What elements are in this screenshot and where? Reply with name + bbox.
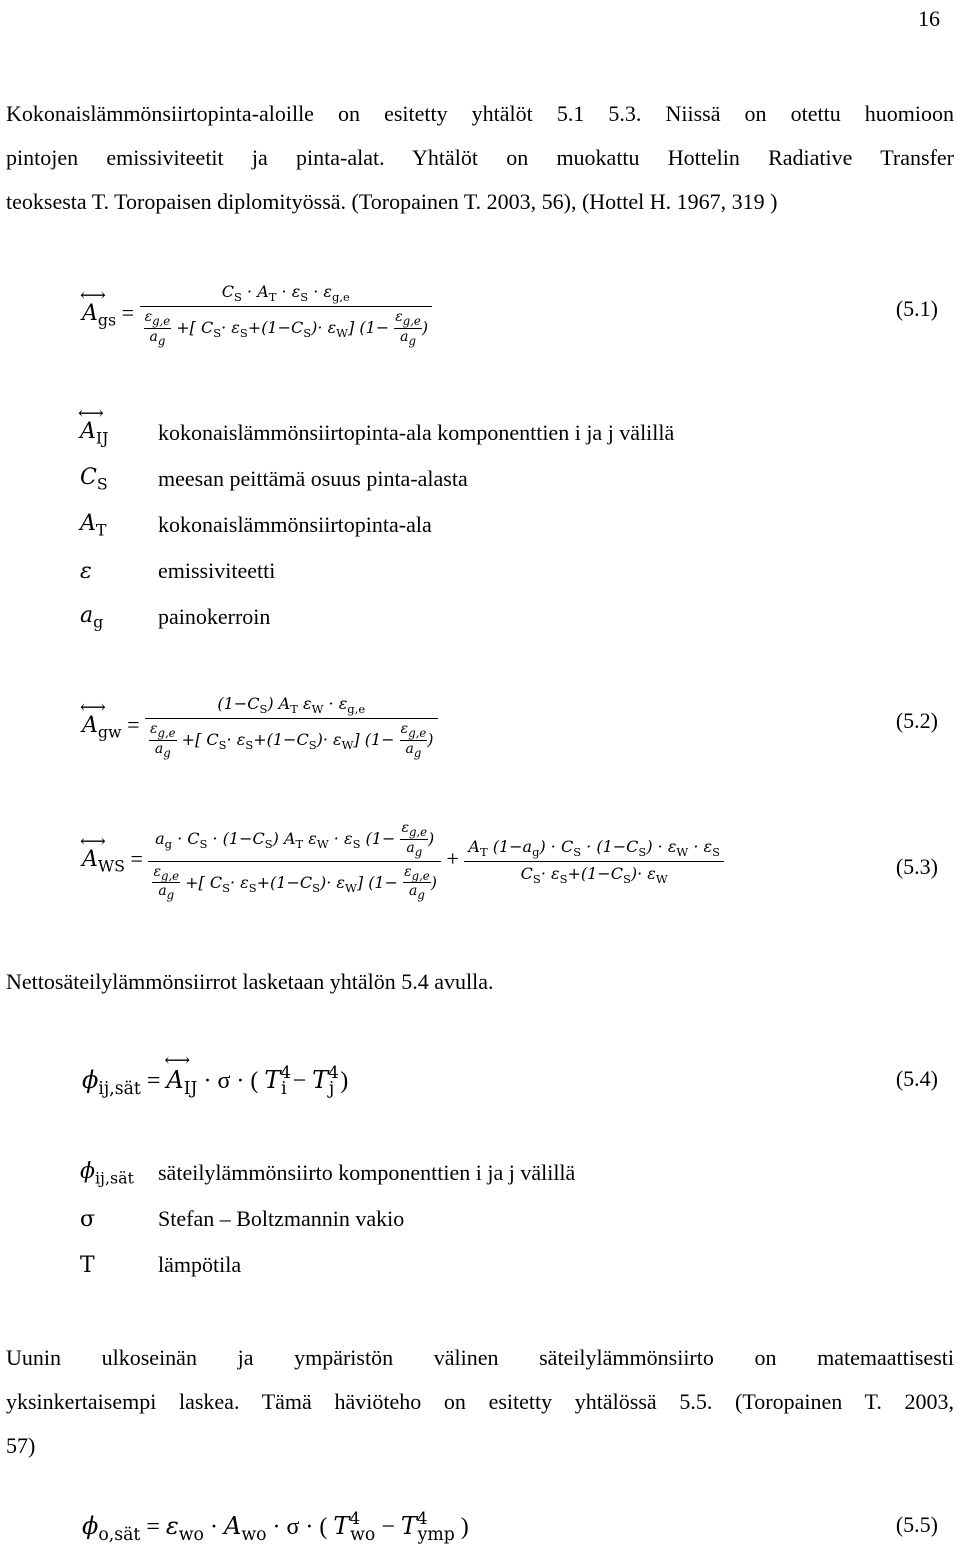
definition-row: $C_S$ meesan peittämä osuus pinta-alasta (80, 464, 468, 494)
intro-line-2: pintojen emissiviteetit ja pinta-alat. Yhtälöt on muokattu Hottelin Radiative Transfer (6, 145, 954, 170)
definition-row: $a_g$ painokerroin (80, 602, 271, 632)
equation-number-5-3: (5.3) (895, 854, 938, 879)
outro-line-2: yksinkertaisempi laskea. Tämä häviöteho on esitetty yhtälössä 5.5. (Toropainen T. 2003, (6, 1389, 954, 1414)
netto-text: Nettosäteilylämmönsiirrot lasketaan yhtälön 5.4 avulla. (6, 969, 494, 994)
intro-paragraph (6, 92, 954, 224)
equation-5-3: ⟷ $A_{WS}$ = $a_g \cdot C_S \cdot (1-C_S)$ $A_T$ $\varepsilon_W \cdot \varepsilon_S$ (1− $\frac{\varepsilon_{g,e}}{a_g}$ ) $\frac{\varepsilon_{g,e}}{a_g}$ +[ $C_S\cdot \varepsilon_S+(1-C_S)\cdot \varepsilon_W$] (1− $\frac{\varepsilon_{g,e}}{a_g}$ ) + $\frac{A_T (1-a_g) \cdot C_S \cdot (1-C_S) \cdot \varepsilon_W \cdot \varepsilon_S}{C_S\cdot \varepsilon_S+(1-C_S)\cdot \varepsilon_W}$ (82, 820, 942, 902)
definitions-list-2 (80, 1150, 575, 1288)
equation-number-5-5: (5.5) (895, 1512, 938, 1537)
definition-row: ⟷ $A_{IJ}$ kokonaislämmönsiirtopinta-ala komponenttien i ja j välillä (80, 410, 674, 456)
intro-line-1: Kokonaislämmönsiirtopinta-aloille on esitetty yhtälöt 5.1 5.3. Niissä on otettu huomioon (6, 101, 954, 126)
equation-number-5-1: (5.1) (895, 296, 938, 321)
definition-row: T lämpötila (80, 1252, 242, 1278)
outro-line-1: Uunin ulkoseinän ja ympäristön välinen säteilylämmönsiirto on matemaattisesti (6, 1345, 954, 1370)
definition-row: σ Stefan – Boltzmannin vakio (80, 1206, 405, 1232)
definition-row: $A_T$ kokonaislämmönsiirtopinta-ala (80, 510, 432, 540)
outro-line-3: 57) (6, 1433, 36, 1458)
equation-5-4: $\phi_{ij,sät}$ = ⟷ $A_{IJ} \cdot \sigma$ · ( $T^4_i - T^4_j$ ) (82, 1062, 942, 1099)
equation-5-2: ⟷ $A_{gw}$ = $(1-C_S)$ $A_T$ $\varepsilon_W \cdot \varepsilon_{g,e}$ $\frac{\varepsilon_{g,e}}{a_g}$ +[ $C_S\cdot \varepsilon_S+(1-C_S)\cdot \varepsilon_W$] (1− $\frac{\varepsilon_{g,e}}{a_g}$ ) (82, 694, 942, 760)
equation-number-5-2: (5.2) (895, 708, 938, 733)
intro-line-3: teoksesta T. Toropaisen diplomityössä. (Toropainen T. 2003, 56), (Hottel H. 1967, 319 ) (6, 189, 778, 214)
page-number: 16 (918, 6, 940, 31)
equation-5-1: ⟷ $A_{gs}$ = $C_S \cdot A_T \cdot \varepsilon_S \cdot \varepsilon_{g,e}$ $\frac{\varepsilon_{g,e}}{a_g}$ +[ $C_S\cdot \varepsilon_S+(1-C_S)\cdot \varepsilon_W$] (1− $\frac{\varepsilon_{g,e}}{a_g}$ ) (82, 282, 942, 348)
definitions-list-1 (80, 410, 674, 640)
definition-row: $\phi_{ij,sät}$ säteilylämmönsiirto komponenttien i ja j välillä (80, 1158, 576, 1188)
outro-paragraph (6, 1336, 954, 1468)
definition-row: ε emissiviteetti (80, 558, 276, 584)
equation-5-5: $\phi_{o,sät} = \varepsilon_{wo} \cdot A_{wo} \cdot \sigma$ · ( $T^4_{wo} - T^4_{ymp}$ ) (82, 1508, 469, 1546)
equation-number-5-4: (5.4) (895, 1066, 938, 1091)
